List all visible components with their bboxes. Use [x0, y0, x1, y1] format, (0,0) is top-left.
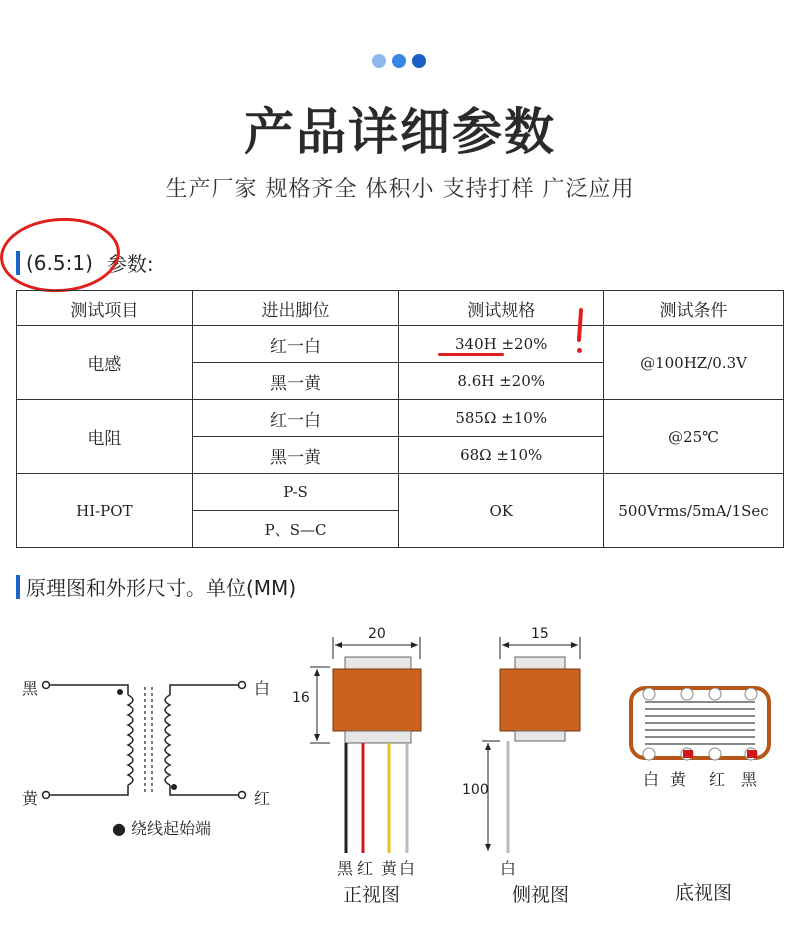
pin-label-yellow: 黄	[670, 770, 687, 789]
wire-label-white: 白	[399, 859, 416, 878]
test-condition: 500Vrms/5mA/1Sec	[604, 474, 784, 548]
wire-label-black: 黑	[337, 859, 354, 878]
side-width-label: 15	[531, 626, 549, 642]
test-condition: @100HZ/0.3V	[604, 326, 784, 400]
bottom-view-caption: 底视图	[675, 882, 733, 904]
schematic-label-white: 白	[254, 679, 271, 698]
section-accent-bar	[16, 575, 20, 599]
pin-pair: 黑一黄	[192, 363, 399, 400]
page-title: 产品详细参数	[244, 103, 556, 161]
spec-table	[16, 290, 784, 548]
page-subtitle: 生产厂家 规格齐全 体积小 支持打样 广泛应用	[165, 177, 635, 202]
test-condition: @25℃	[604, 400, 784, 474]
winding-start-note: ● 绕线起始端	[112, 819, 212, 838]
schematic-label-black: 黑	[22, 679, 39, 698]
front-width-label: 20	[368, 626, 386, 642]
spec-underline-mark	[438, 353, 504, 356]
diagram-section-heading	[16, 572, 296, 601]
schematic-label-yellow: 黄	[22, 789, 39, 808]
table-header-row	[17, 291, 784, 326]
table-row	[17, 400, 784, 437]
lead-length-label: 100	[462, 782, 489, 798]
test-spec: OK	[399, 474, 604, 548]
pin-pair: 红一白	[192, 400, 399, 437]
test-item: HI-POT	[17, 474, 193, 548]
side-lead-label: 白	[500, 859, 517, 878]
pin-label-black: 黑	[741, 770, 758, 789]
table-header: 测试条件	[604, 291, 784, 326]
pin-pair: P-S	[192, 474, 399, 511]
test-spec: 585Ω ±10%	[399, 400, 604, 437]
wire-label-yellow: 黄	[381, 859, 398, 878]
table-row	[17, 326, 784, 363]
test-spec: 8.6H ±20%	[399, 363, 604, 400]
test-spec: 68Ω ±10%	[399, 437, 604, 474]
table-header: 进出脚位	[192, 291, 399, 326]
pin-pair: 红一白	[192, 326, 399, 363]
turns-ratio: (6.5:1)	[26, 250, 93, 275]
front-view-caption: 正视图	[343, 884, 401, 906]
table-header: 测试规格	[399, 291, 604, 326]
test-spec: 340H ±20%	[399, 326, 604, 363]
diagram-section-title: 原理图和外形尺寸。单位(MM)	[26, 576, 297, 600]
table-header: 测试项目	[17, 291, 193, 326]
dot-1	[372, 54, 386, 68]
header-dots	[372, 54, 426, 68]
test-item: 电感	[17, 326, 193, 400]
schematic-label-red: 红	[254, 789, 271, 808]
pin-label-white: 白	[643, 770, 660, 789]
bottom-view-drawing	[625, 680, 775, 770]
front-view-drawing	[295, 625, 445, 860]
side-view-caption: 侧视图	[512, 884, 570, 906]
dot-3	[412, 54, 426, 68]
dot-2	[392, 54, 406, 68]
pin-pair: 黑一黄	[192, 437, 399, 474]
front-height-label: 16	[292, 690, 310, 706]
spec-label: 参数:	[106, 252, 154, 276]
winding-start-text: 绕线起始端	[131, 819, 212, 838]
table-row	[17, 474, 784, 511]
ratio-highlight-circle	[0, 214, 122, 296]
wire-label-red: 红	[357, 859, 374, 878]
pin-label-red: 红	[709, 770, 726, 789]
pin-pair: P、S—C	[192, 511, 399, 548]
schematic-diagram	[40, 665, 270, 810]
side-view-drawing	[460, 625, 590, 860]
test-item: 电阻	[17, 400, 193, 474]
exclamation-dot	[577, 348, 582, 353]
